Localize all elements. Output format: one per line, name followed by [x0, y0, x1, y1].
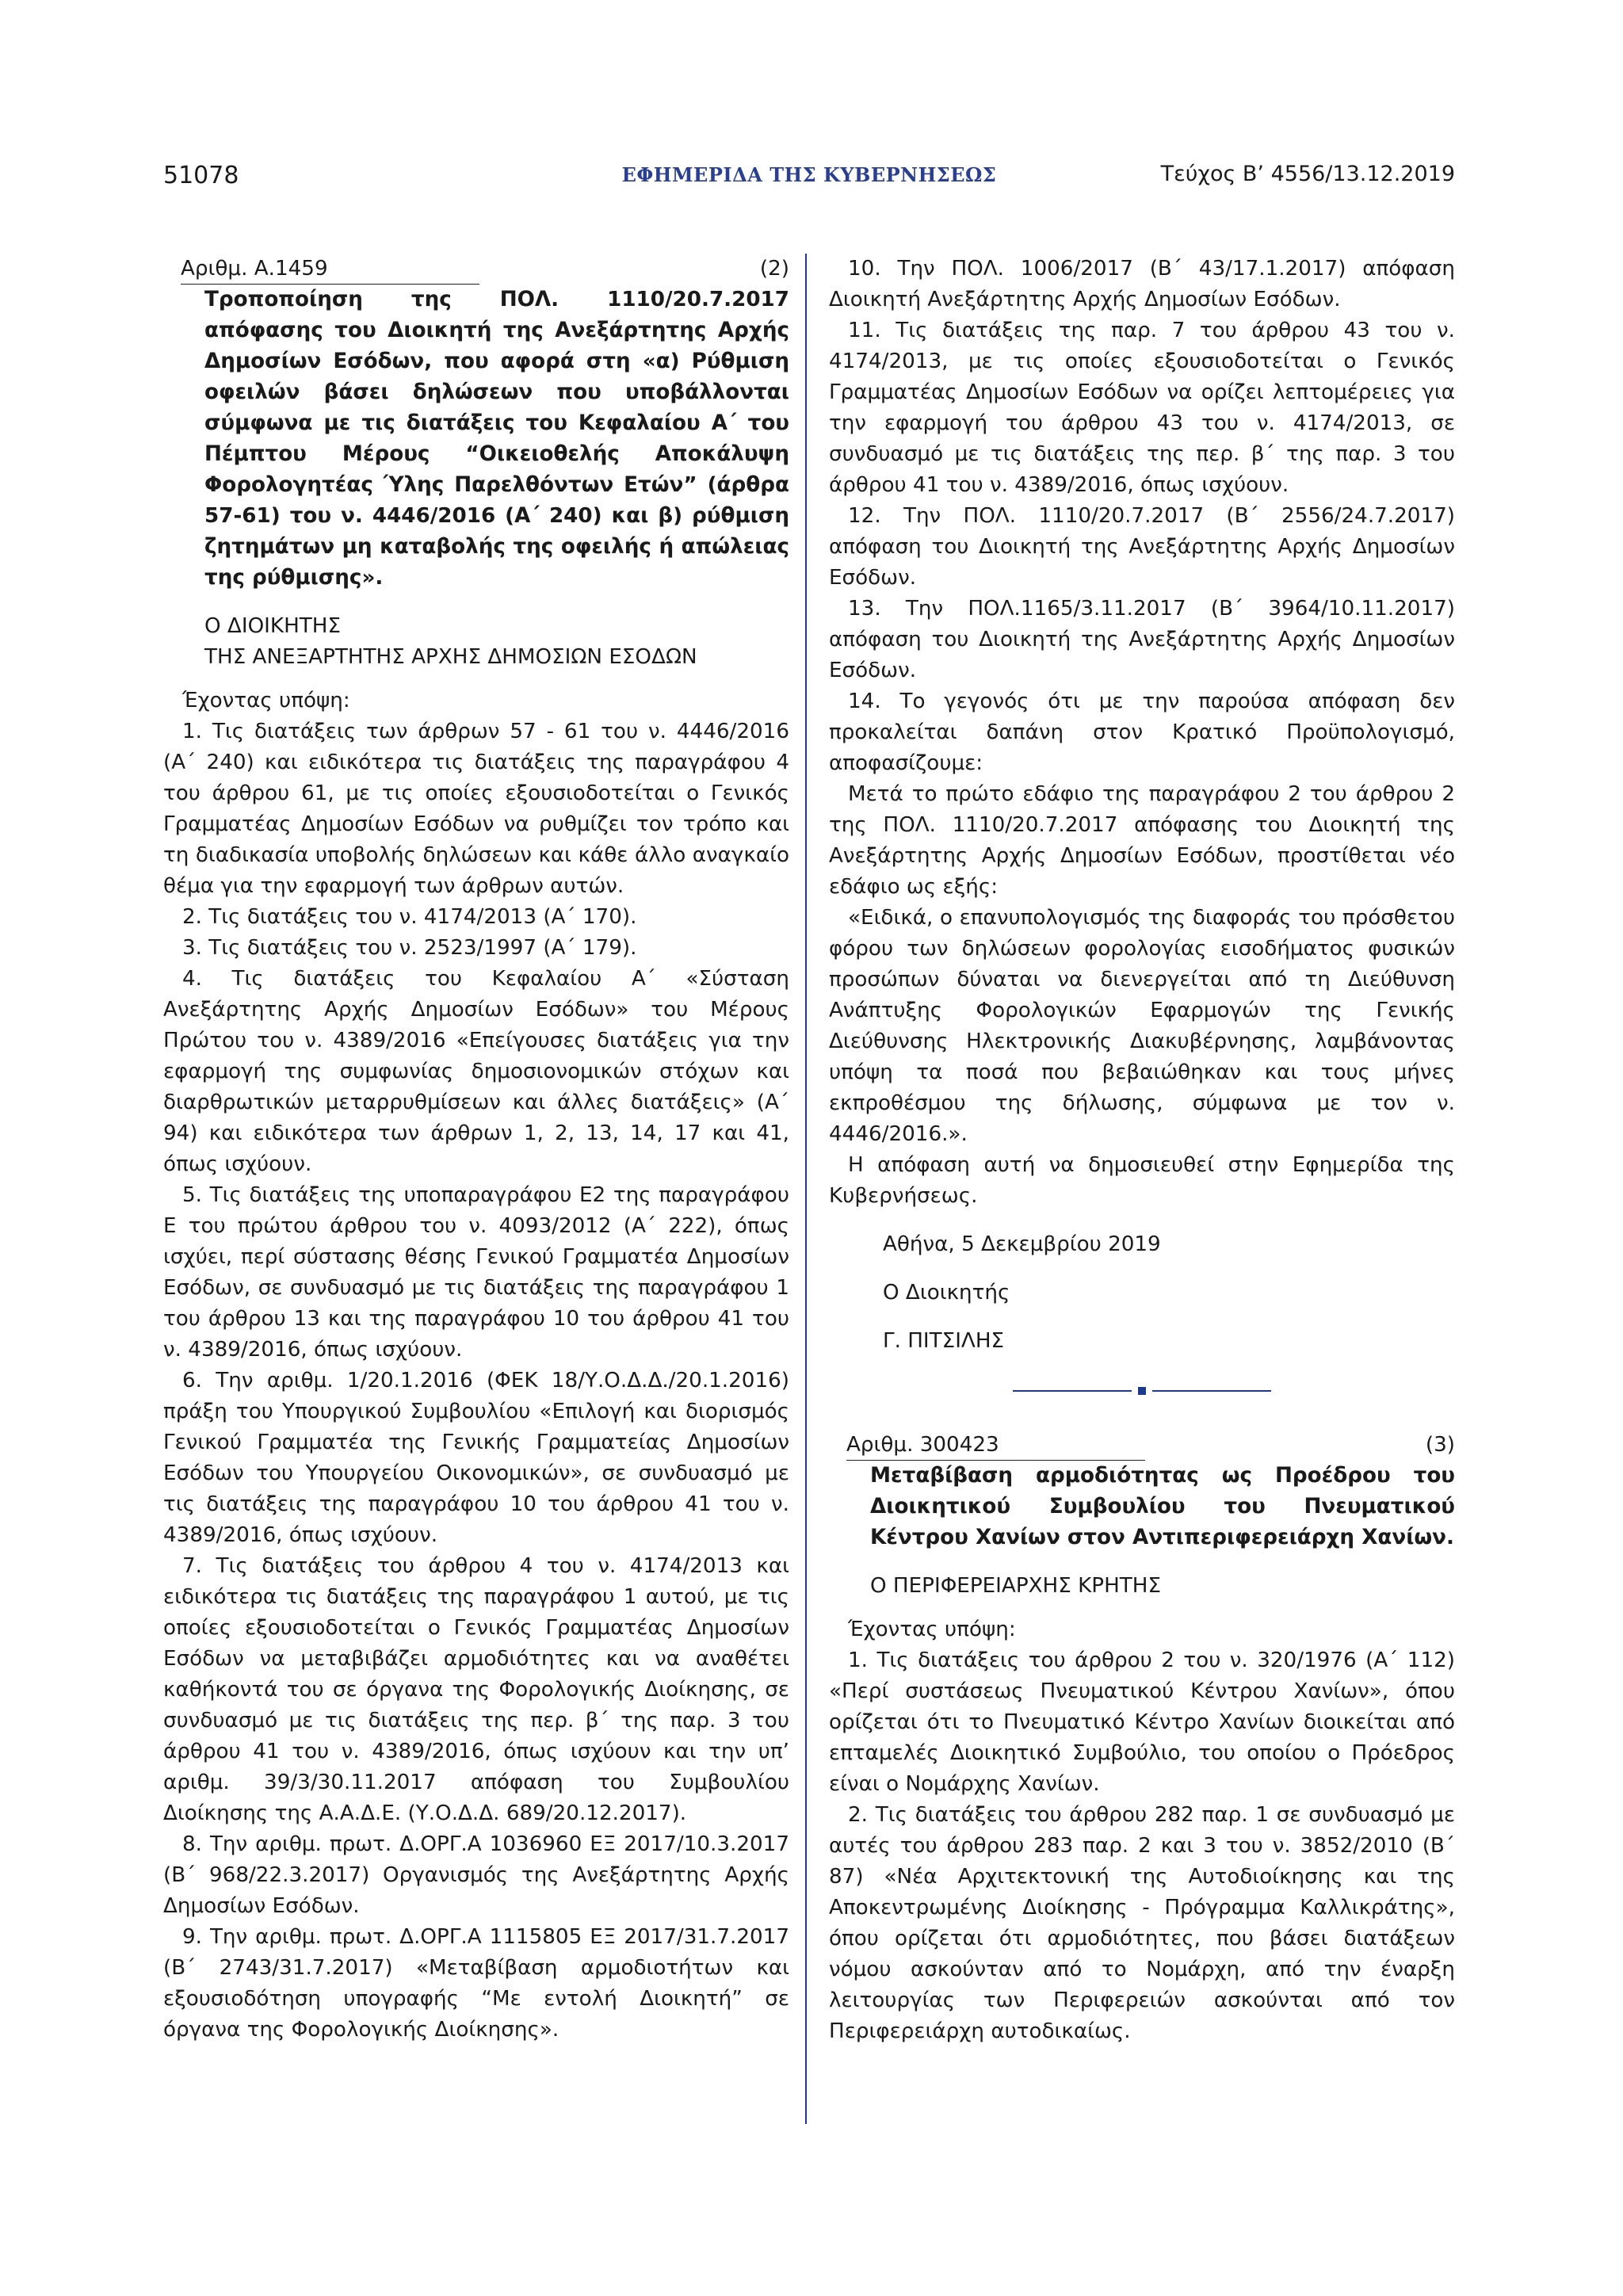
decision-index: (2) — [759, 257, 789, 281]
recital-item: 5. Τις διατάξεις της υποπαραγράφου Ε2 της παραγράφου Ε του πρώτου άρθρου του ν. 4093/2012 (Α΄ 222), όπως ισχύει, περί σύστασης θέσης Γενικού Γραμματέα Δημοσίων Εσόδων, σε συνδυασμό με τις διατάξεις της παραγράφου 1 του άρθρου 13 και της παραγράφου 10 του άρθρου 41 του ν. 4389/2016, όπως ισχύουν. — [163, 1183, 789, 1362]
recital-item: 4. Τις διατάξεις του Κεφαλαίου Α΄ «Σύσταση Ανεξάρτητης Αρχής Δημοσίων Εσόδων» του Μέρους Πρώτου του ν. 4389/2016 «Επείγουσες διατάξεις για την εφαρμογή της συμφωνίας δημοσιονομικών στόχων και διαρθρωτικών μεταρρυθμίσεων και άλλες διατάξεις» (Α΄ 94) και ειδικότερα των άρθρων 1, 2, 13, 14, 17 και 41, όπως ισχύουν. — [163, 967, 789, 1176]
recital-item: 10. Την ΠΟΛ. 1006/2017 (Β΄ 43/17.1.2017) απόφαση Διοικητή Ανεξάρτητης Αρχής Δημοσίων Εσόδων. — [829, 257, 1455, 311]
section-separator — [829, 1376, 1455, 1408]
recital-item: 7. Τις διατάξεις του άρθρου 4 του ν. 4174/2013 και ειδικότερα τις διατάξεις της παραγράφου 1 αυτού, με τις οποίες εξουσιοδοτείται ο Γενικός Γραμματέας Δημοσίων Εσόδων να μεταβιβάζει αρμοδιότητες και να αναθέτει καθήκοντά του σε όργανα της Φορολογικής Διοίκησης, σε συνδυασμό με τις διατάξεις της περ. β΄ της παρ. 3 του άρθρου 41 του ν. 4389/2016, όπως ισχύουν και την υπ’ αριθμ. 39/3/30.11.2017 απόφαση του Συμβουλίου Διοίκησης της Α.Α.Δ.Ε. (Υ.Ο.Δ.Δ. 689/20.12.2017). — [163, 1554, 789, 1825]
recital-item: 9. Την αριθμ. πρωτ. Δ.ΟΡΓ.Α 1115805 ΕΞ 2017/31.7.2017 (Β΄ 2743/31.7.2017) «Μεταβίβαση αρμοδιοτήτων και εξουσιοδότηση υπογραφής “Με εντολή Διοικητή” σε όργανα της Φορολογικής Διοίκησης». — [163, 1925, 789, 2042]
decision-number-line — [846, 1430, 1455, 1461]
decision-title: Μεταβίβαση αρμοδιότητας ως Προέδρου του Διοικητικού Συμβουλίου του Πνευματικού Κέντρου Χανίων στον Αντιπεριφερειάρχη Χανίων. — [870, 1464, 1455, 1549]
authority-line-2: ΤΗΣ ΑΝΕΞΑΡΤΗΤΗΣ ΑΡΧΗΣ ΔΗΜΟΣΙΩΝ ΕΣΟΔΩΝ — [204, 645, 697, 669]
decision-number: Αριθμ. 300423 — [846, 1433, 999, 1457]
recital-item: 1. Τις διατάξεις του άρθρου 2 του ν. 320/1976 (Α΄ 112) «Περί συστάσεως Πνευματικού Κέντρου Χανίων», όπου ορίζεται ότι το Πνευματικό Κέντρο Χανίων διοικείται από επταμελές Διοικητικό Συμβούλιο, του οποίου ο Πρόεδρος είναι ο Νομάρχης Χανίων. — [829, 1648, 1455, 1796]
decision-intro: Μετά το πρώτο εδάφιο της παραγράφου 2 του άρθρου 2 της ΠΟΛ. 1110/20.7.2017 απόφασης του Διοικητή της Ανεξάρτητης Αρχής Δημοσίων Εσόδων, προστίθεται νέο εδάφιο ως εξής: — [829, 782, 1455, 899]
recital-item: 2. Τις διατάξεις του άρθρου 282 παρ. 1 σε συνδυασμό με αυτές του άρθρου 283 παρ. 2 και 3 του ν. 3852/2010 (Β΄ 87) «Νέα Αρχιτεκτονική της Αυτοδιοίκησης και της Αποκεντρωμένης Διοίκησης - Πρόγραμμα Καλλικράτης», όπου ορίζεται ότι αρμοδιότητες, που βάσει διατάξεων νόμου ασκούνταν από το Νομάρχη, από την έναρξη λειτουργίας των Περιφερειών ασκούνται από τον Περιφερειάρχη αυτοδικαίως. — [829, 1803, 1455, 2043]
left-column — [163, 254, 789, 2046]
considering-heading: Έχοντας υπόψη: — [848, 1618, 1016, 1641]
recital-item: 2. Τις διατάξεις του ν. 4174/2013 (Α΄ 170). — [182, 905, 637, 929]
authority-line: Ο ΠΕΡΙΦΕΡΕΙΑΡΧΗΣ ΚΡΗΤΗΣ — [870, 1574, 1162, 1598]
signer-name: Γ. ΠΙΤΣΙΛΗΣ — [883, 1329, 1005, 1353]
number-underline — [846, 1460, 1145, 1461]
recital-item: 14. Το γεγονός ότι με την παρούσα απόφαση δεν προκαλείται δαπάνη στον Κρατικό Προϋπολογισμό, αποφασίζουμε: — [829, 690, 1455, 775]
page-header — [163, 157, 1455, 197]
recital-item: 6. Την αριθμ. 1/20.1.2016 (ΦΕΚ 18/Υ.Ο.Δ.Δ./20.1.2016) πράξη του Υπουργικού Συμβουλίου «Επιλογή και διορισμός Γενικού Γραμματέα της Γενικής Γραμματείας Δημοσίων Εσόδων του Υπουργείου Οικονομικών», σε συνδυασμό με τις διατάξεις της παραγράφου 10 του άρθρου 41 του ν. 4389/2016, όπως ισχύουν. — [163, 1369, 789, 1547]
recital-item: 11. Τις διατάξεις της παρ. 7 του άρθρου 43 του ν. 4174/2013, με τις οποίες εξουσιοδοτείται ο Γενικός Γραμματέας Δημοσίων Εσόδων να ορίζει λεπτομέρειες για την εφαρμογή του άρθρου 43 του ν. 4174/2013, σε συνδυασμό με τις διατάξεις της περ. β΄ της παρ. 3 του άρθρου 41 του ν. 4389/2016, όπως ισχύουν. — [829, 319, 1455, 497]
gazette-title: ΕΦΗΜΕΡΙΔΑ ΤΗΣ ΚΥΒΕΡΝΗΣΕΩΣ — [621, 163, 997, 186]
considering-heading: Έχοντας υπόψη: — [182, 689, 350, 712]
separator-square-icon — [1138, 1387, 1146, 1395]
number-underline — [181, 284, 479, 285]
column-divider — [805, 254, 807, 2124]
signer-title: Ο Διοικητής — [883, 1281, 1010, 1305]
recital-item: 1. Τις διατάξεις των άρθρων 57 - 61 του ν. 4446/2016 (Α΄ 240) και ειδικότερα τις διατάξεις της παραγράφου 4 του άρθρου 61, με τις οποίες εξουσιοδοτείται ο Γενικός Γραμματέας Δημοσίων Εσόδων να ρυθμίζει τον τρόπο και τη διαδικασία υποβολής δηλώσεων και κάθε άλλο αναγκαίο θέμα για την εφαρμογή των άρθρων αυτών. — [163, 720, 789, 898]
page-number: 51078 — [163, 162, 239, 189]
place-date: Αθήνα, 5 Δεκεμβρίου 2019 — [883, 1232, 1161, 1256]
right-column — [829, 254, 1455, 2047]
issue-number: Τεύχος Β’ 4556/13.12.2019 — [1160, 162, 1455, 186]
decision-index: (3) — [1425, 1433, 1455, 1457]
recital-item: 13. Την ΠΟΛ.1165/3.11.2017 (Β΄ 3964/10.11.2017) απόφαση του Διοικητή της Ανεξάρτητης Αρχής Δημοσίων Εσόδων. — [829, 597, 1455, 682]
recital-item: 3. Τις διατάξεις του ν. 2523/1997 (Α΄ 179). — [182, 936, 637, 960]
decision-number: Αριθμ. Α.1459 — [181, 257, 328, 281]
recital-item: 12. Την ΠΟΛ. 1110/20.7.2017 (Β΄ 2556/24.7.2017) απόφαση του Διοικητή της Ανεξάρτητης Αρχής Δημοσίων Εσόδων. — [829, 504, 1455, 590]
publication-order: Η απόφαση αυτή να δημοσιευθεί στην Εφημερίδα της Κυβερνήσεως. — [829, 1153, 1455, 1208]
decision-number-line — [181, 254, 789, 285]
authority-line-1: Ο ΔΙΟΙΚΗΤΗΣ — [204, 614, 342, 638]
decision-quote: «Ειδικά, ο επανυπολογισμός της διαφοράς του πρόσθετου φόρου των δηλώσεων φορολογίας εισοδήματος φυσικών προσώπων δύναται να διενεργείται από τη Διεύθυνση Ανάπτυξης Φορολογικών Εφαρμογών της Γενικής Διεύθυνσης Ηλεκτρονικής Διακυβέρνησης, λαμβάνοντας υπόψη τα ποσά που βεβαιώθηκαν και τους μήνες εκπροθέσμου της δήλωσης, σύμφωνα με τον ν. 4446/2016.». — [829, 906, 1455, 1146]
decision-title: Τροποποίηση της ΠΟΛ. 1110/20.7.2017 απόφασης του Διοικητή της Ανεξάρτητης Αρχής Δημοσίων Εσόδων, που αφορά στη «α) Ρύθμιση οφειλών βάσει δηλώσεων που υποβάλλονται σύμφωνα με τις διατάξεις του Κεφαλαίου Α΄ του Πέμπτου Μέρους “Οικειοθελής Αποκάλυψη Φορολογητέας Ύλης Παρελθόντων Ετών” (άρθρα 57-61) του ν. 4446/2016 (Α΄ 240) και β) ρύθμιση ζητημάτων μη καταβολής της οφειλής ή απώλειας της ρύθμισης». — [204, 288, 789, 590]
recital-item: 8. Την αριθμ. πρωτ. Δ.ΟΡΓ.Α 1036960 ΕΞ 2017/10.3.2017 (Β΄ 968/22.3.2017) Οργανισμός της Ανεξάρτητης Αρχής Δημοσίων Εσόδων. — [163, 1832, 789, 1918]
